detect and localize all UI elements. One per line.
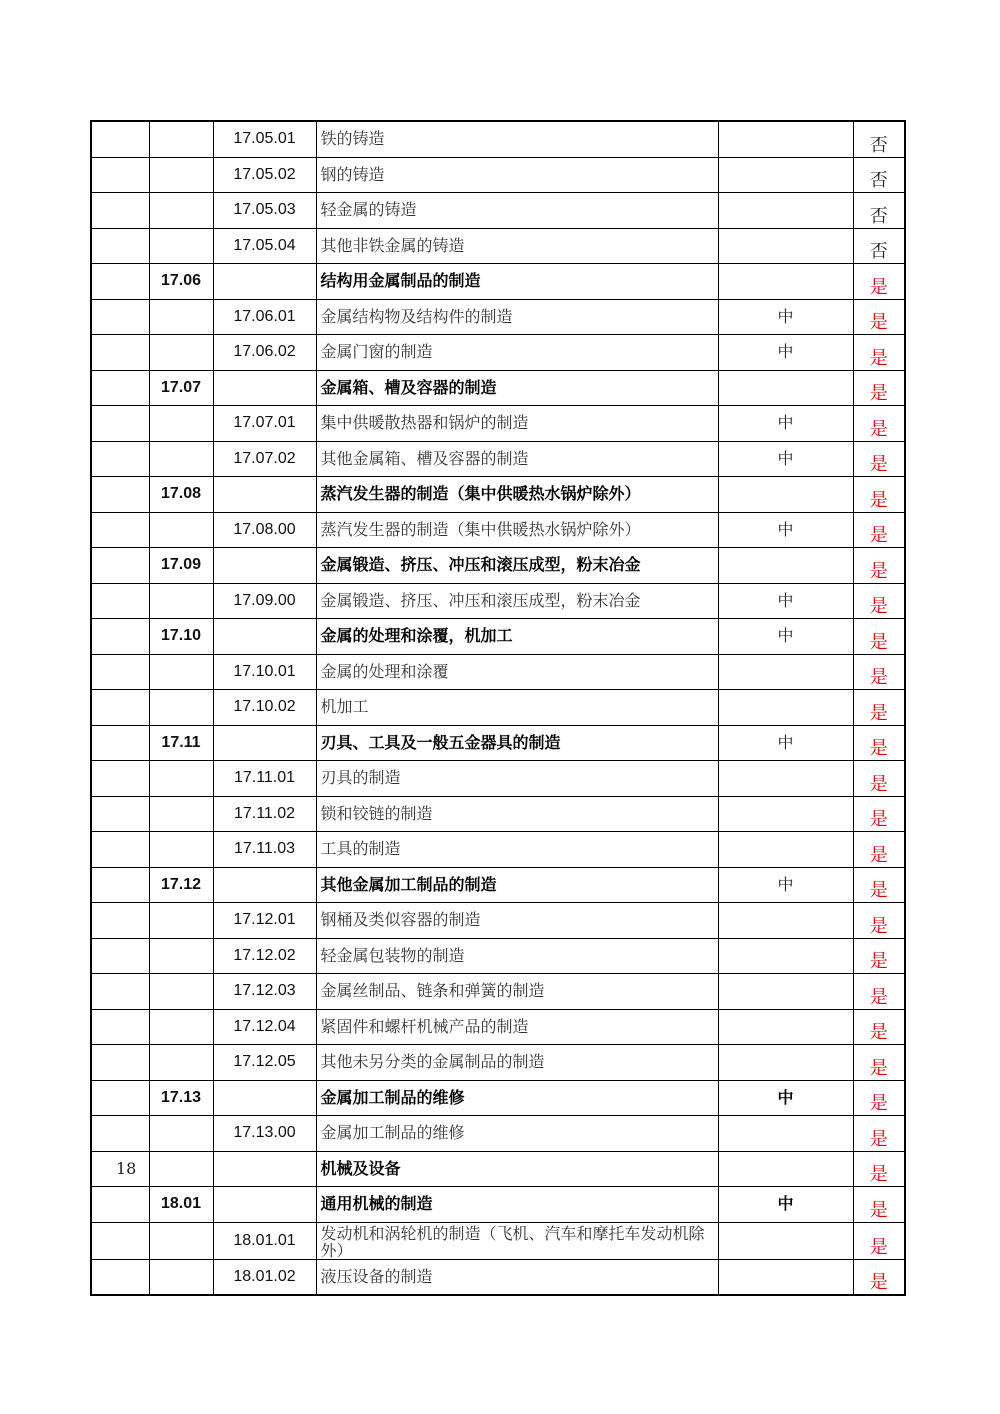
major-code-cell [91,512,149,548]
item-code-cell: 17.05.04 [213,228,316,264]
sub-code-cell [149,1222,213,1259]
applicable-cell: 是 [853,619,905,655]
sub-code-cell [149,832,213,868]
description-cell: 通用机械的制造 [316,1187,718,1223]
applicable-cell: 是 [853,1009,905,1045]
table-row [91,548,905,584]
description-cell: 蒸汽发生器的制造（集中供暖热水锅炉除外） [316,512,718,548]
risk-level-cell [718,264,853,300]
classification-table [90,120,906,1296]
description-cell: 工具的制造 [316,832,718,868]
table-row [91,370,905,406]
major-code-cell [91,1045,149,1081]
item-code-cell: 17.11.03 [213,832,316,868]
risk-level-cell [718,832,853,868]
item-code-cell: 17.12.03 [213,974,316,1010]
item-code-cell: 17.13.00 [213,1116,316,1152]
sub-code-cell [149,441,213,477]
description-cell: 发动机和涡轮机的制造（飞机、汽车和摩托车发动机除外） [316,1222,718,1259]
description-cell: 金属加工制品的维修 [316,1116,718,1152]
item-code-cell [213,1187,316,1223]
risk-level-cell [718,690,853,726]
applicable-cell: 是 [853,654,905,690]
item-code-cell: 17.12.02 [213,938,316,974]
description-cell: 集中供暖散热器和锅炉的制造 [316,406,718,442]
risk-level-cell: 中 [718,619,853,655]
description-cell: 其他未另分类的金属制品的制造 [316,1045,718,1081]
major-code-cell [91,1080,149,1116]
item-code-cell: 17.06.01 [213,299,316,335]
risk-level-cell: 中 [718,583,853,619]
sub-code-cell [149,1045,213,1081]
major-code-cell [91,121,149,157]
applicable-cell: 是 [853,1222,905,1259]
major-code-cell: 18 [91,1151,149,1187]
table-row [91,725,905,761]
description-cell: 蒸汽发生器的制造（集中供暖热水锅炉除外） [316,477,718,513]
major-code-cell [91,903,149,939]
sub-code-cell [149,1151,213,1187]
sub-code-cell [149,157,213,193]
sub-code-cell [149,121,213,157]
applicable-cell: 是 [853,264,905,300]
table-body [91,121,905,1295]
table-row [91,903,905,939]
sub-code-cell: 17.08 [149,477,213,513]
sub-code-cell [149,690,213,726]
risk-level-cell: 中 [718,335,853,371]
table-row [91,1187,905,1223]
description-cell: 金属锻造、挤压、冲压和滚压成型，粉末冶金 [316,583,718,619]
sub-code-cell: 17.10 [149,619,213,655]
risk-level-cell [718,654,853,690]
applicable-cell: 是 [853,1116,905,1152]
risk-level-cell: 中 [718,299,853,335]
item-code-cell [213,1080,316,1116]
applicable-cell: 是 [853,1259,905,1295]
risk-level-cell [718,1009,853,1045]
major-code-cell [91,619,149,655]
table-row [91,1080,905,1116]
risk-level-cell [718,228,853,264]
risk-level-cell [718,796,853,832]
risk-level-cell [718,370,853,406]
sub-code-cell [149,796,213,832]
applicable-cell: 是 [853,477,905,513]
applicable-cell: 是 [853,938,905,974]
table-row [91,1009,905,1045]
item-code-cell: 17.11.01 [213,761,316,797]
description-cell: 轻金属包装物的制造 [316,938,718,974]
major-code-cell [91,406,149,442]
sub-code-cell [149,1009,213,1045]
risk-level-cell [718,974,853,1010]
applicable-cell: 是 [853,583,905,619]
table-row [91,1045,905,1081]
major-code-cell [91,1187,149,1223]
applicable-cell: 是 [853,690,905,726]
applicable-cell: 否 [853,193,905,229]
applicable-cell: 是 [853,441,905,477]
table-row [91,1116,905,1152]
table-row [91,867,905,903]
table-row [91,583,905,619]
item-code-cell [213,867,316,903]
sub-code-cell: 17.09 [149,548,213,584]
description-cell: 刃具、工具及一般五金器具的制造 [316,725,718,761]
item-code-cell [213,548,316,584]
risk-level-cell [718,1045,853,1081]
sub-code-cell [149,406,213,442]
major-code-cell [91,1222,149,1259]
table-row [91,619,905,655]
risk-level-cell [718,1259,853,1295]
table-row [91,193,905,229]
table-row [91,938,905,974]
description-cell: 轻金属的铸造 [316,193,718,229]
item-code-cell: 17.12.05 [213,1045,316,1081]
sub-code-cell [149,335,213,371]
table-row [91,1222,905,1259]
item-code-cell [213,264,316,300]
sub-code-cell [149,299,213,335]
item-code-cell: 17.10.01 [213,654,316,690]
sub-code-cell [149,903,213,939]
description-cell: 刃具的制造 [316,761,718,797]
description-cell: 液压设备的制造 [316,1259,718,1295]
item-code-cell: 17.05.03 [213,193,316,229]
risk-level-cell [718,157,853,193]
description-cell: 金属门窗的制造 [316,335,718,371]
description-cell: 金属加工制品的维修 [316,1080,718,1116]
major-code-cell [91,1116,149,1152]
applicable-cell: 否 [853,157,905,193]
description-cell: 其他金属箱、槽及容器的制造 [316,441,718,477]
description-cell: 其他金属加工制品的制造 [316,867,718,903]
sub-code-cell: 17.13 [149,1080,213,1116]
risk-level-cell: 中 [718,1080,853,1116]
applicable-cell: 是 [853,548,905,584]
risk-level-cell [718,1222,853,1259]
major-code-cell [91,725,149,761]
sub-code-cell [149,654,213,690]
applicable-cell: 是 [853,974,905,1010]
major-code-cell [91,370,149,406]
description-cell: 金属的处理和涂覆，机加工 [316,619,718,655]
table-row [91,477,905,513]
risk-level-cell [718,193,853,229]
applicable-cell: 是 [853,1187,905,1223]
applicable-cell: 否 [853,121,905,157]
description-cell: 金属丝制品、链条和弹簧的制造 [316,974,718,1010]
risk-level-cell: 中 [718,441,853,477]
item-code-cell: 17.09.00 [213,583,316,619]
sub-code-cell [149,583,213,619]
major-code-cell [91,832,149,868]
major-code-cell [91,264,149,300]
item-code-cell: 17.12.01 [213,903,316,939]
item-code-cell [213,1151,316,1187]
item-code-cell: 17.07.01 [213,406,316,442]
sub-code-cell [149,512,213,548]
description-cell: 金属锻造、挤压、冲压和滚压成型，粉末冶金 [316,548,718,584]
major-code-cell [91,335,149,371]
major-code-cell [91,441,149,477]
major-code-cell [91,1009,149,1045]
item-code-cell: 17.07.02 [213,441,316,477]
description-cell: 机加工 [316,690,718,726]
risk-level-cell [718,121,853,157]
sub-code-cell: 18.01 [149,1187,213,1223]
major-code-cell [91,299,149,335]
description-cell: 钢桶及类似容器的制造 [316,903,718,939]
sub-code-cell: 17.06 [149,264,213,300]
major-code-cell [91,796,149,832]
sub-code-cell [149,1259,213,1295]
major-code-cell [91,228,149,264]
risk-level-cell [718,548,853,584]
item-code-cell: 18.01.02 [213,1259,316,1295]
applicable-cell: 是 [853,299,905,335]
table-row [91,832,905,868]
description-cell: 锁和铰链的制造 [316,796,718,832]
major-code-cell [91,548,149,584]
item-code-cell: 18.01.01 [213,1222,316,1259]
table-row [91,299,905,335]
sub-code-cell [149,761,213,797]
applicable-cell: 是 [853,1080,905,1116]
sub-code-cell: 17.11 [149,725,213,761]
major-code-cell [91,193,149,229]
table-row [91,441,905,477]
table-row [91,1151,905,1187]
risk-level-cell [718,1151,853,1187]
applicable-cell: 否 [853,228,905,264]
item-code-cell: 17.11.02 [213,796,316,832]
risk-level-cell: 中 [718,406,853,442]
item-code-cell [213,725,316,761]
risk-level-cell [718,1116,853,1152]
table-row [91,121,905,157]
risk-level-cell [718,903,853,939]
applicable-cell: 是 [853,406,905,442]
risk-level-cell: 中 [718,512,853,548]
table-row [91,1259,905,1295]
description-cell: 金属的处理和涂覆 [316,654,718,690]
description-cell: 钢的铸造 [316,157,718,193]
major-code-cell [91,867,149,903]
applicable-cell: 是 [853,725,905,761]
table-row [91,796,905,832]
description-cell: 机械及设备 [316,1151,718,1187]
item-code-cell [213,477,316,513]
sub-code-cell [149,193,213,229]
table-row [91,264,905,300]
sub-code-cell [149,938,213,974]
table-row [91,406,905,442]
major-code-cell [91,654,149,690]
risk-level-cell: 中 [718,867,853,903]
applicable-cell: 是 [853,796,905,832]
table-row [91,512,905,548]
risk-level-cell [718,938,853,974]
applicable-cell: 是 [853,512,905,548]
applicable-cell: 是 [853,370,905,406]
major-code-cell [91,157,149,193]
applicable-cell: 是 [853,832,905,868]
applicable-cell: 是 [853,1151,905,1187]
item-code-cell [213,370,316,406]
risk-level-cell: 中 [718,1187,853,1223]
table-row [91,761,905,797]
risk-level-cell [718,477,853,513]
major-code-cell [91,974,149,1010]
major-code-cell [91,1259,149,1295]
description-cell: 金属箱、槽及容器的制造 [316,370,718,406]
table-row [91,654,905,690]
sub-code-cell [149,228,213,264]
applicable-cell: 是 [853,335,905,371]
description-cell: 其他非铁金属的铸造 [316,228,718,264]
applicable-cell: 是 [853,903,905,939]
risk-level-cell [718,761,853,797]
risk-level-cell: 中 [718,725,853,761]
item-code-cell: 17.05.02 [213,157,316,193]
item-code-cell: 17.06.02 [213,335,316,371]
applicable-cell: 是 [853,761,905,797]
major-code-cell [91,938,149,974]
description-cell: 结构用金属制品的制造 [316,264,718,300]
item-code-cell [213,619,316,655]
description-cell: 紧固件和螺杆机械产品的制造 [316,1009,718,1045]
applicable-cell: 是 [853,1045,905,1081]
sub-code-cell: 17.07 [149,370,213,406]
applicable-cell: 是 [853,867,905,903]
table-row [91,157,905,193]
table-row [91,228,905,264]
sub-code-cell [149,1116,213,1152]
major-code-cell [91,477,149,513]
major-code-cell [91,583,149,619]
item-code-cell: 17.12.04 [213,1009,316,1045]
major-code-cell [91,761,149,797]
table-row [91,335,905,371]
sub-code-cell [149,974,213,1010]
description-cell: 铁的铸造 [316,121,718,157]
item-code-cell: 17.05.01 [213,121,316,157]
table-row [91,974,905,1010]
table-row [91,690,905,726]
major-code-cell [91,690,149,726]
sub-code-cell: 17.12 [149,867,213,903]
item-code-cell: 17.08.00 [213,512,316,548]
description-cell: 金属结构物及结构件的制造 [316,299,718,335]
item-code-cell: 17.10.02 [213,690,316,726]
